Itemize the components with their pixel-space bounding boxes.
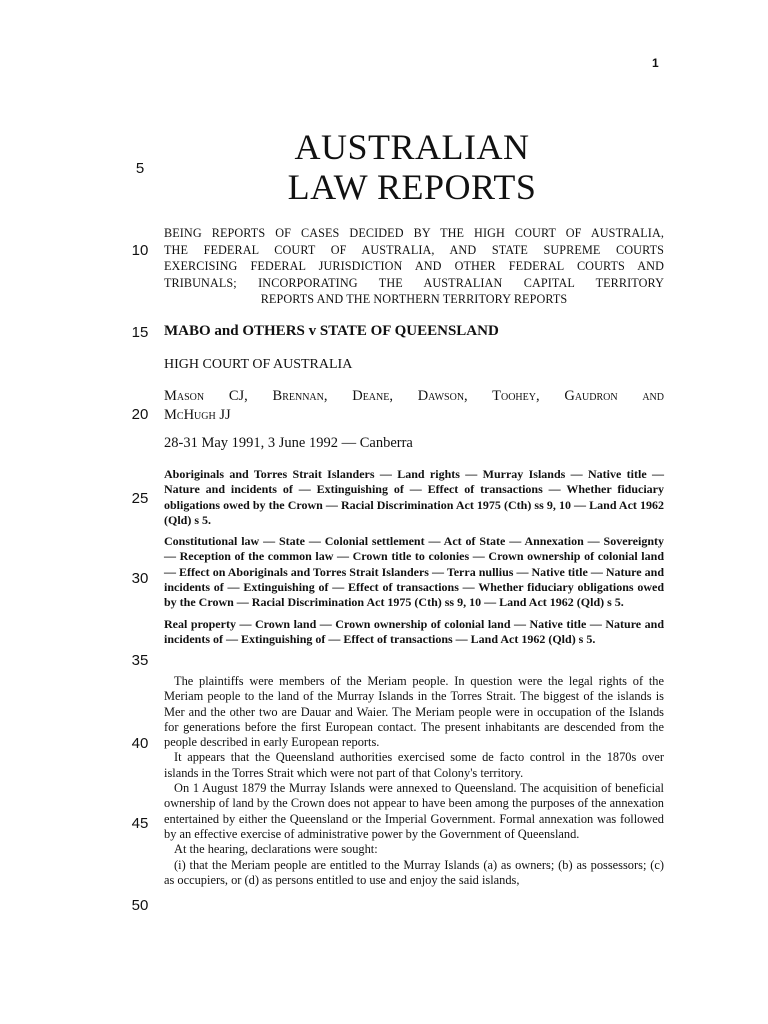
body-paragraph: On 1 August 1879 the Murray Islands were annexed to Queensland. The acquisition of beneficial ownership of land by the Crown does not appear to have been among the purposes of the annexation entertained by either the Queensland or the Imperial Government. Formal annexation was followed by an effective exercise of administrative power by the Government of Queensland.	[164, 781, 664, 841]
margin-line-number: 50	[131, 897, 149, 914]
report-title-line-2: LAW REPORTS	[287, 167, 537, 207]
catchwords	[164, 467, 664, 653]
page-number: 1	[652, 56, 659, 70]
margin-line-number: 35	[131, 652, 149, 669]
headnote-body	[164, 674, 664, 888]
report-title-line-1: AUSTRALIAN	[294, 127, 530, 167]
case-title: MABO and OTHERS v STATE OF QUEENSLAND	[164, 323, 499, 339]
description-line: TRIBUNALS; INCORPORATING THE AUSTRALIAN CAPITAL TERRITORY	[164, 275, 664, 290]
catchword-paragraph: Real property — Crown land — Crown ownership of colonial land — Native title — Nature and incidents of — Extinguishing of — Effect of transactions — Land Act 1962 (Qld) s 5.	[164, 616, 664, 646]
description-line: THE FEDERAL COURT OF AUSTRALIA, AND STATE SUPREME COURTS	[164, 242, 664, 257]
margin-line-number: 45	[131, 815, 149, 832]
description-line: EXERCISING FEDERAL JURISDICTION AND OTHER FEDERAL COURTS AND	[164, 259, 664, 274]
margin-line-number: 30	[131, 570, 149, 587]
hearing-date: 28-31 May 1991, 3 June 1992 — Canberra	[164, 435, 413, 451]
court-name: HIGH COURT OF AUSTRALIA	[164, 357, 353, 372]
body-paragraph: At the hearing, declarations were sought:	[174, 842, 378, 857]
series-description	[164, 225, 664, 308]
catchword-paragraph: Aboriginals and Torres Strait Islanders — Land rights — Murray Islands — Native title — Nature and incidents of — Extinguishing of — Effect of transactions — Whether fiduciary obligations owed by the Crown — Racial Discrimination Act 1975 (Cth) ss 9, 10 — Land Act 1962 (Qld) s 5.	[164, 467, 664, 527]
judges	[164, 387, 664, 425]
body-paragraph: (i) that the Meriam people are entitled to the Murray Islands (a) as owners; (b) as possessors; (c) as occupiers, or (d) as persons entitled to use and enjoy the said islands,	[164, 857, 664, 887]
margin-line-number: 20	[131, 406, 149, 423]
body-paragraph: The plaintiffs were members of the Meriam people. In question were the legal rights of the Meriam people to the land of the Murray Islands in the Torres Strait. The biggest of the islands is Mer and the other two are Dauar and Waier. The Meriam people were in occupation of the Islands for generations before the first European contact. The present inhabitants are descended from the people described in early European reports.	[164, 674, 664, 750]
margin-line-number: 5	[135, 160, 145, 177]
margin-line-number: 10	[131, 242, 149, 259]
margin-line-number: 25	[131, 490, 149, 507]
description-line: BEING REPORTS OF CASES DECIDED BY THE HIGH COURT OF AUSTRALIA,	[164, 226, 664, 240]
judges-line: McHugh JJ	[164, 407, 231, 423]
judges-line: Mason CJ, Brennan, Deane, Dawson, Toohey, Gaudron and	[164, 388, 664, 404]
margin-line-number: 15	[131, 324, 149, 341]
description-line: REPORTS AND THE NORTHERN TERRITORY REPORTS	[260, 292, 568, 307]
catchword-paragraph: Constitutional law — State — Colonial settlement — Act of State — Annexation — Sovereignty — Reception of the common law — Crown title to colonies — Crown ownership of colonial land — Effect on Aboriginals and Torres Strait Islanders — Terra nullius — Native title — Nature and incidents of — Extinguishing of — Effect of transactions — Whether fiduciary obligations owed by the Crown — Racial Discrimination Act 1975 (Cth) ss 9, 10 — Land Act 1962 (Qld) s 5.	[164, 534, 664, 610]
body-paragraph: It appears that the Queensland authorities exercised some de facto control in the 1870s over islands in the Torres Strait which were not part of that Colony's territory.	[164, 750, 664, 780]
margin-line-number: 40	[131, 735, 149, 752]
